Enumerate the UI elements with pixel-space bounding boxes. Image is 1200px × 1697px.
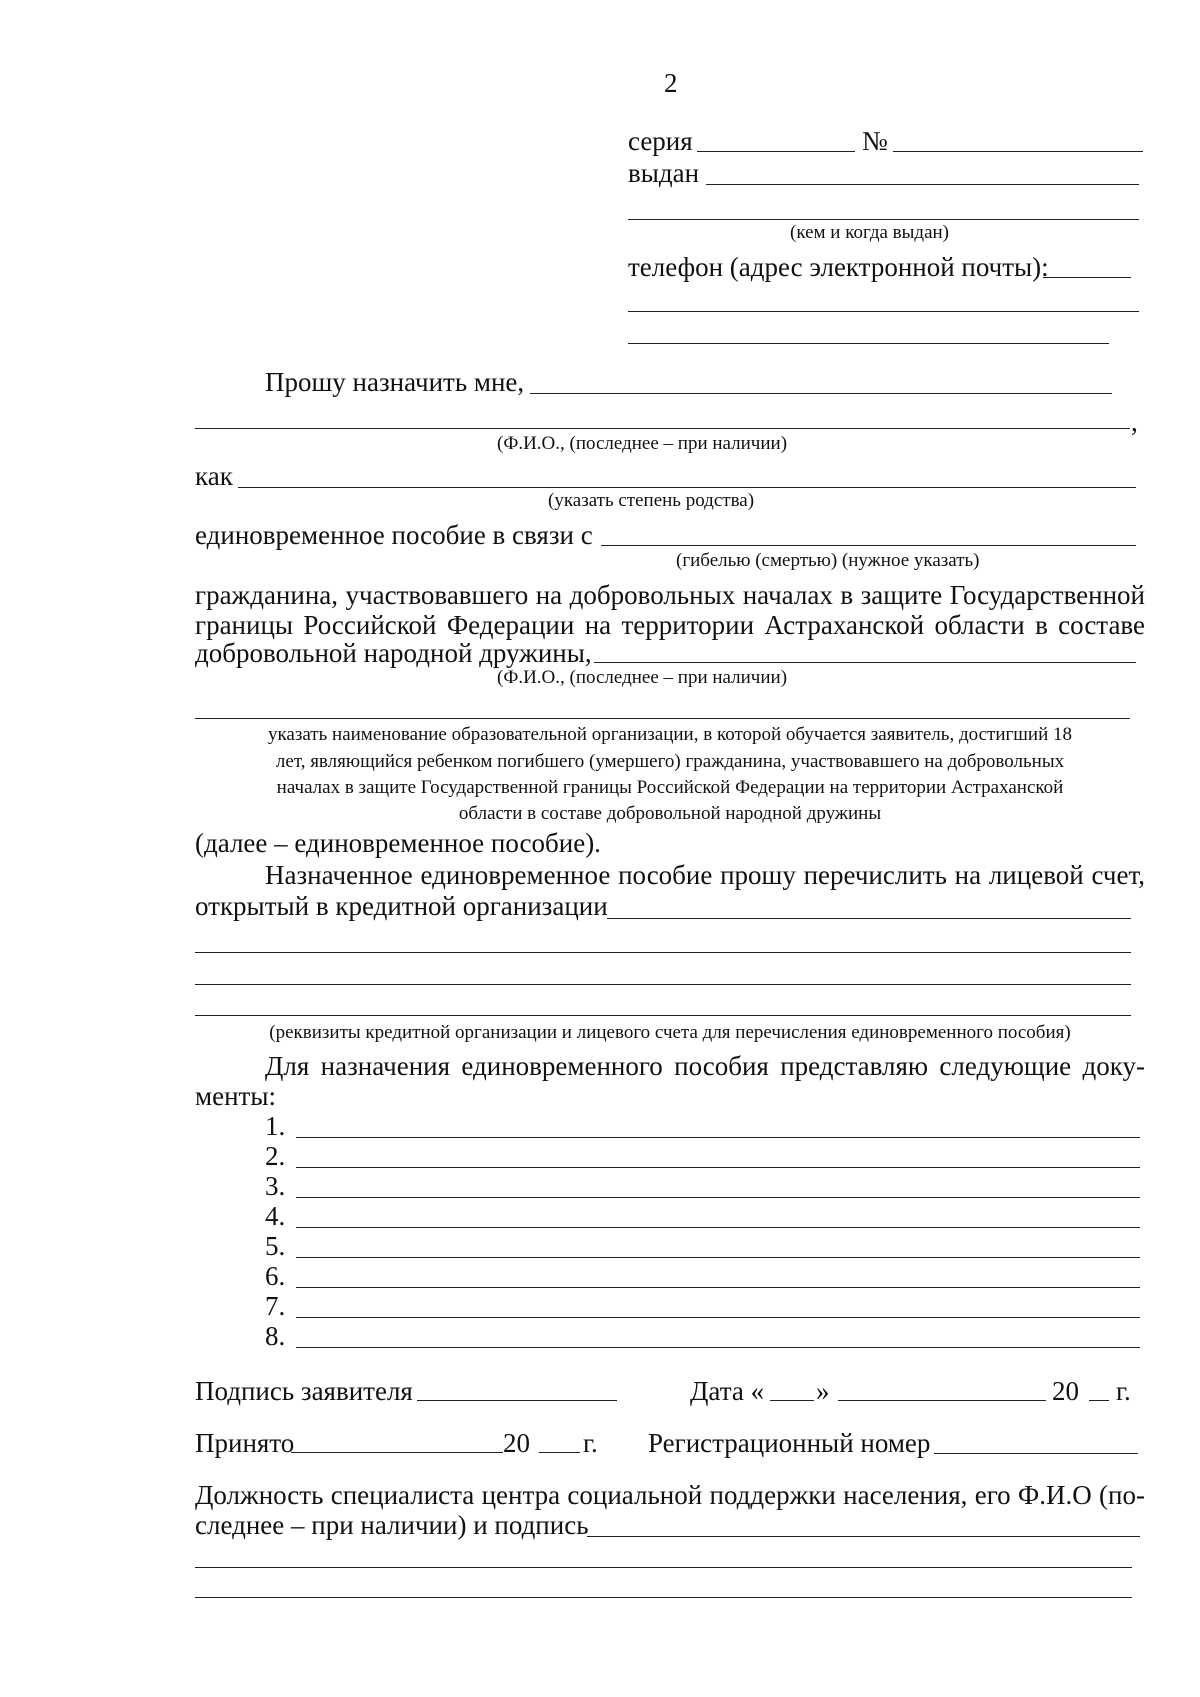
applicant-fio-field-2[interactable]: [195, 428, 1130, 429]
request-intro: Прошу назначить мне,: [265, 367, 525, 397]
issued-label: выдан: [628, 158, 700, 188]
date-month-field[interactable]: [838, 1400, 1046, 1401]
trailing-comma: ,: [1131, 407, 1138, 437]
document-item-field[interactable]: [296, 1347, 1140, 1348]
reg-number-field[interactable]: [934, 1453, 1138, 1454]
date-label: Дата «: [690, 1376, 765, 1406]
payment-line-1: Назначенное единовременное пособие прошу перечислить на лицевой счет,: [265, 860, 1145, 890]
document-item-field[interactable]: [296, 1257, 1140, 1258]
date-year-prefix: 20: [1052, 1376, 1079, 1406]
organization-field[interactable]: [195, 718, 1130, 719]
issued-caption: (кем и когда выдан): [790, 222, 950, 243]
specialist-line-1: Должность специалиста центра социальной поддержки населения, его Ф.И.О (по-: [195, 1480, 1145, 1510]
bank-field[interactable]: [607, 918, 1131, 919]
applicant-fio-field[interactable]: [530, 393, 1112, 394]
documents-intro-line-2: менты:: [195, 1081, 276, 1111]
document-item-field[interactable]: [296, 1167, 1140, 1168]
relation-field[interactable]: [238, 487, 1136, 488]
org-caption-line-3: началах в защите Государственной границы Российской Федерации на территории Астраханской: [276, 777, 1064, 798]
document-item-number: 4.: [265, 1201, 286, 1231]
date-close-quote: »: [816, 1376, 830, 1406]
number-field[interactable]: [893, 151, 1143, 152]
accepted-year: 20: [503, 1428, 530, 1458]
series-field[interactable]: [697, 151, 855, 152]
citizen-fio-caption: (Ф.И.О., (последнее – при наличии): [497, 667, 788, 688]
issued-field[interactable]: [706, 184, 1139, 185]
applicant-signature-label: Подпись заявителя: [195, 1376, 413, 1406]
document-item-field[interactable]: [296, 1287, 1140, 1288]
org-caption-line-2: лет, являющийся ребенком погибшего (умершего) гражданина, участвовавшего на добровольных: [275, 751, 1065, 772]
phone-label: телефон (адрес электронной почты):: [628, 252, 1049, 282]
specialist-field[interactable]: [587, 1536, 1140, 1537]
accepted-label: Принято: [195, 1428, 295, 1458]
page-number: 2: [664, 68, 678, 98]
document-item-number: 5.: [265, 1231, 286, 1261]
accepted-year-field[interactable]: [539, 1452, 580, 1453]
citizen-line-1: гражданина, участвовавшего на добровольных началах в защите Государственной: [195, 580, 1145, 610]
document-item-number: 1.: [265, 1111, 286, 1141]
document-item-number: 3.: [265, 1171, 286, 1201]
reason-field[interactable]: [601, 545, 1136, 546]
reg-number-label: Регистрационный номер: [648, 1428, 931, 1458]
document-item-number: 8.: [265, 1321, 286, 1351]
documents-intro-line-1: Для назначения единовременного пособия представляю следующие доку-: [265, 1051, 1145, 1081]
document-item-number: 6.: [265, 1261, 286, 1291]
accepted-year-suffix: г.: [583, 1428, 598, 1458]
org-caption-line-4: области в составе добровольной народной дружины: [458, 803, 882, 824]
citizen-fio-field[interactable]: [594, 662, 1136, 663]
bank-caption: (реквизиты кредитной организации и лицевого счета для перечисления единовременного пособия): [269, 1022, 1071, 1043]
date-year-suffix: г.: [1116, 1376, 1131, 1406]
specialist-field-3[interactable]: [195, 1597, 1132, 1598]
document-item-field[interactable]: [296, 1137, 1140, 1138]
document-item-field[interactable]: [296, 1197, 1140, 1198]
citizen-line-2: границы Российской Федерации на территории Астраханской области в составе: [195, 610, 1145, 640]
reason-caption: (гибелью (смертью) (нужное указать): [676, 550, 980, 571]
payment-line-2: открытый в кредитной организации: [195, 891, 608, 921]
hereinafter-text: (далее – единовременное пособие).: [195, 828, 601, 858]
fio-caption: (Ф.И.О., (последнее – при наличии): [497, 433, 788, 454]
org-caption-line-1: указать наименование образовательной организации, в которой обучается заявитель, достигший 18: [267, 724, 1073, 745]
bank-field-4[interactable]: [195, 1015, 1131, 1016]
applicant-signature-field[interactable]: [417, 1400, 617, 1401]
number-label: №: [862, 126, 888, 156]
date-day-field[interactable]: [770, 1400, 814, 1401]
phone-field-3[interactable]: [628, 343, 1109, 344]
specialist-field-2[interactable]: [195, 1567, 1132, 1568]
accepted-date-field[interactable]: [291, 1452, 503, 1453]
document-item-field[interactable]: [296, 1317, 1140, 1318]
as-label: как: [195, 461, 233, 491]
relation-caption: (указать степень родства): [548, 490, 755, 511]
issued-field-2[interactable]: [628, 219, 1139, 220]
specialist-line-2: следнее – при наличии) и подпись: [195, 1510, 589, 1540]
benefit-label: единовременное пособие в связи с: [195, 520, 593, 550]
document-item-number: 2.: [265, 1141, 286, 1171]
bank-field-3[interactable]: [195, 984, 1131, 985]
series-label: серия: [628, 126, 693, 156]
bank-field-2[interactable]: [195, 952, 1131, 953]
phone-field[interactable]: [1043, 277, 1131, 278]
document-item-number: 7.: [265, 1291, 286, 1321]
phone-field-2[interactable]: [628, 311, 1139, 312]
document-item-field[interactable]: [296, 1227, 1140, 1228]
date-year-field[interactable]: [1089, 1400, 1109, 1401]
citizen-line-3: добровольной народной дружины,: [195, 638, 592, 668]
